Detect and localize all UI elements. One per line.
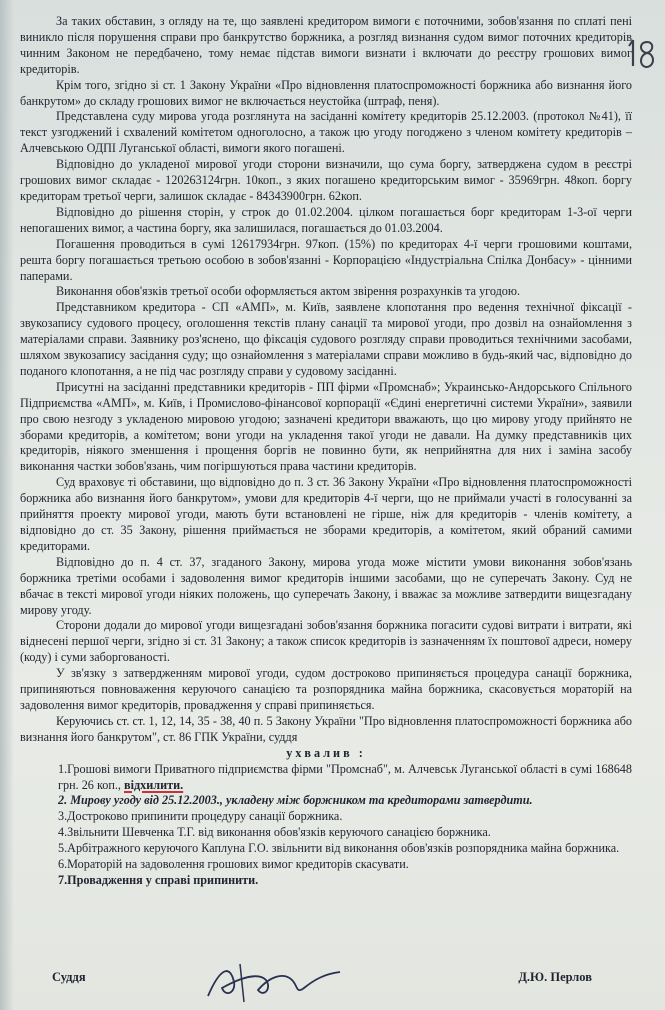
- judge-label: Суддя: [52, 970, 86, 984]
- paragraph: Суд враховує ті обставини, що відповідно до п. 3 ст. 36 Закону України «Про відновлення платоспроможності боржника або визнання його банкрутом», умови для кредиторів 4-ї черги, що не приймали участі в голосуванні за прийняття проекту мирової угоди, мають бути встановлені не гірше, ніж для кредиторів - членів комітету, а відповідно до ст. 35 Закону, рішення приймається не зборами кредиторів, а комітетом, який обраний самими кредиторами.: [20, 475, 632, 553]
- paragraph: Відповідно до рішення сторін, у строк до 01.02.2004. цілком погашається борг кредиторам 1-3-ої черги непогашених вимог, а частина боргу, яка залишилася, погашається до 01.03.2004.: [20, 204, 632, 235]
- paragraph: У зв'язку з затвердженням мирової угоди, судом достроково припиняється процедура санації боржника, припиняються повноваження керуючого санацією та розпорядника майна боржника, скасовується мораторій на задоволення вимог кредиторів, провадження у справі припиняється.: [20, 666, 632, 712]
- page-left-shadow: [0, 0, 14, 1010]
- decision-item: 7.Провадження у справі припинити.: [58, 872, 259, 887]
- document-body: [20, 14, 632, 889]
- decision-item: [58, 762, 632, 794]
- paragraph: Крім того, згідно зі ст. 1 Закону України «Про відновлення платоспроможності боржника або визнання його банкрутом» до складу грошових вимог не включається неустойка (штраф, пеня).: [20, 77, 632, 108]
- decision-item: 2. Мирову угоду від 25.12.2003., укладену між боржником та кредиторами затвердити.: [58, 793, 533, 808]
- paragraph: Відповідно до п. 4 ст. 37, згаданого Закону, мирова угода може містити умови виконання зобов'язань боржника третіми особами і задоволення вимог кредиторів іншими засобами, що не суперечать Закону. Суд не вбачає в тексті мирової угоди ніяких положень, що суперечать Закону, і вважає за можливе затвердити вищезгадану мирову угоду.: [20, 554, 632, 617]
- decision-item: 4.Звільнити Шевченка Т.Г. від виконання обов'язків керуючого санацією боржника.: [58, 825, 491, 840]
- handwritten-page-number: [627, 36, 661, 72]
- paragraph: Представником кредитора - СП «АМП», м. Київ, заявлене клопотання про ведення технічної фіксації - звукозапису судового процесу, оголошення текстів плану санації та мирової угоди, про дозвіл на ознайомлення з матеріалами справи. Заявнику роз'яснено, що фіксація судового розгляду справи проводиться технічними засобами, шляхом звукозапису засідання суду; що ознайомлення з матеріалами справи можливо в будь-який час, відповідно до поданого клопотання, а не під час розгляду справи у судовому засіданні.: [20, 300, 632, 378]
- paragraph: Виконання обов'язків третьої особи оформляється актом звірення розрахунків та угодою.: [56, 284, 521, 299]
- paragraph: Сторони додали до мирової угоди вищезгадані зобов'язання боржника погасити судові витрати і витрати, які віднесені першої черги, згідно зі ст. 31 Закону; а також список кредиторів із зазначенням їх поштової адреси, номеру (коду) і суми заборгованості.: [20, 618, 632, 665]
- decision-item: 5.Арбітражного керуючого Каплуна Г.О. звільнити від виконання обов'язків розпорядника майна боржника.: [58, 841, 620, 856]
- paragraph: Керуючись ст. ст. 1, 12, 14, 35 - 38, 40 п. 5 Закону України "Про відновлення платоспроможності боржника або визнання його банкрутом", ст. 86 ГПК України, суддя: [20, 713, 632, 744]
- decision-text: 1.Грошові вимоги Приватного підприємства фірми "Промснаб", м. Алчевськ Луганської області в сумі 168648 грн. 26 коп.,: [58, 761, 632, 792]
- decision-item: 6.Мораторій на задоволення грошових вимог кредиторів скасувати.: [58, 857, 409, 872]
- handwritten-signature: [200, 958, 350, 1006]
- paragraph: Представлена суду мирова угода розглянута на засіданні комітету кредиторів 25.12.2003. (протокол №41), її текст узгоджений і схвалений комітетом одноголосно, а також цю угоду погоджено з членом комітету кредиторів – Алчевською ОДПІ Луганської області, вимоги якого погашені.: [20, 109, 632, 156]
- decision-heading: ухвалив :: [286, 745, 366, 760]
- decision-list: [20, 762, 632, 889]
- paragraph: Відповідно до укладеної мирової угоди сторони визначили, що сума боргу, затверджена судом в реєстрі грошових вимог складає - 120263124грн. 10коп., з яких погашено кредиторським вимог - 35969грн. 48коп. боргу кредиторам третьої черги, залишок складає - 84343900грн. 62коп.: [20, 157, 632, 203]
- paragraph: Присутні на засіданні представники кредиторів - ПП фірми «Промснаб»; Украинсько-Андорського Спільного Підприємства «АМП», м. Київ, і Промислово-фінансової корпорації «Єдині енергетичні системи України», заявили про свою незгоду з укладеною мировою угодою; зазначені кредитори вважають, що цю мирову угоду прийнято не зборами кредиторів, а комітетом; вони угоди на укладення такої угоди не давали. На думку представників цих кредиторів, ніякого зменшення і прощення боргів не повинно бути, як неприйнятна для них і заміна засобу виконання частки зобов'язань, чим погіршуються права частини кредиторів.: [20, 379, 632, 474]
- judge-name: Д.Ю. Перлов: [518, 970, 592, 984]
- decision-emphasis: відхилити.: [124, 777, 184, 792]
- paragraph: Погашення проводиться в сумі 12617934грн. 97коп. (15%) по кредиторах 4-ї черги грошовими коштами, решта боргу погашається третьою особою в зобов'язанні - Корпорацією «Індустріальна Спілка Донбасу» - цінними паперами.: [20, 236, 632, 283]
- decision-item: 3.Достроково припинити процедуру санації боржника.: [58, 809, 343, 824]
- paragraph: За таких обставин, з огляду на те, що заявлені кредитором вимоги є поточними, зобов'язання по сплаті пені виникло після порушення справи про банкрутство боржника, а розгляд визнання судом вимог поточних кредиторів чинним Законом не передбачено, тому немає підстав вимоги визнати і включати до реєстру грошових вимог кредиторів.: [20, 14, 632, 76]
